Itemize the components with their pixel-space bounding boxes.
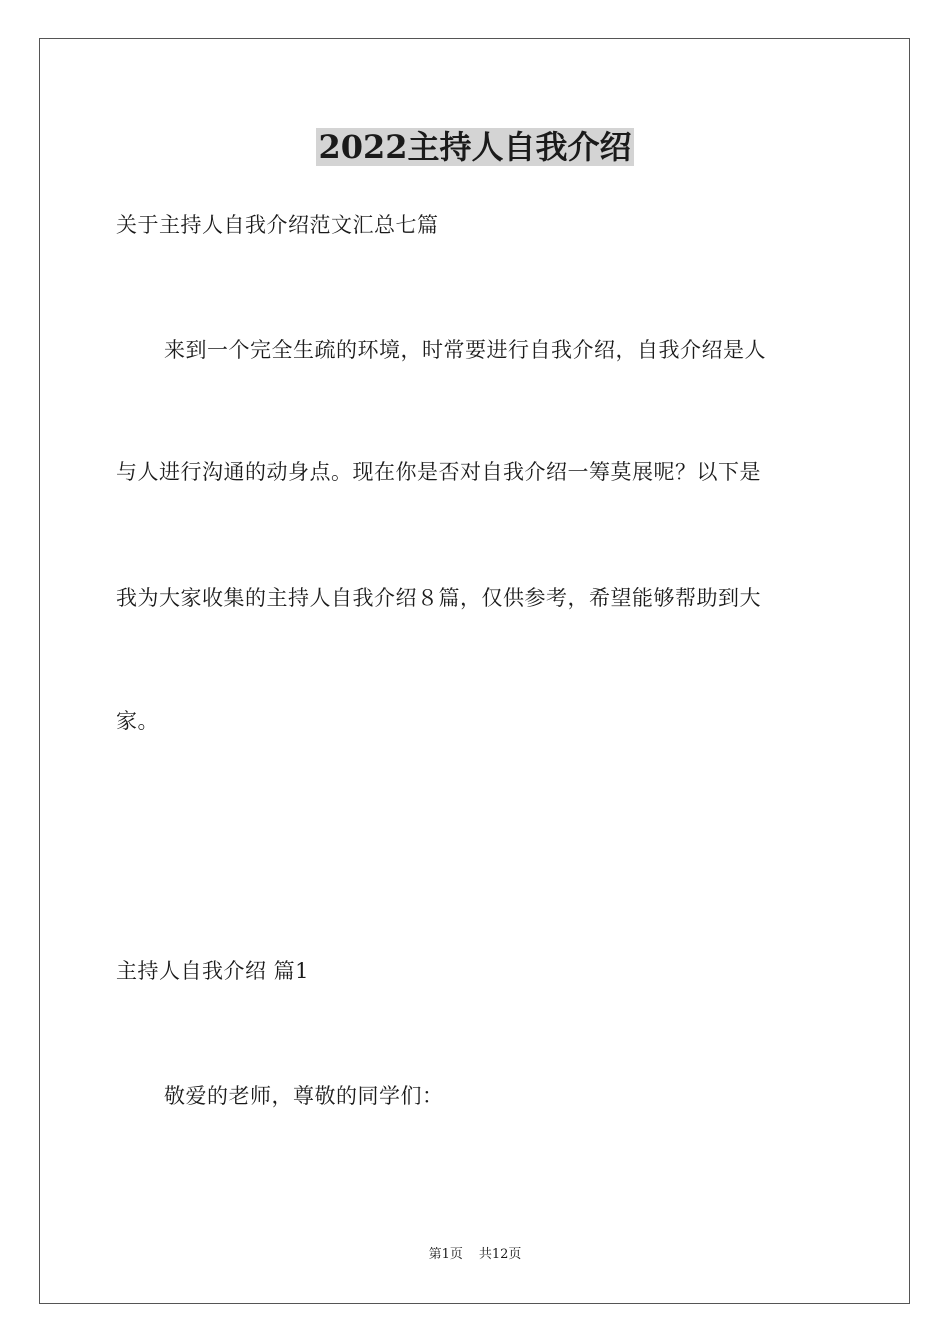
intro-line-2: 与人进行沟通的动身点。现在你是否对自我介绍一筹莫展呢？以下是 <box>116 460 761 484</box>
intro-line-3: 我为大家收集的主持人自我介绍８篇，仅供参考，希望能够帮助到大 <box>116 586 761 610</box>
document-title <box>0 124 950 170</box>
intro-line-1: 来到一个完全生疏的环境，时常要进行自我介绍，自我介绍是人 <box>164 338 766 362</box>
intro-line-4: 家。 <box>116 709 159 733</box>
section-heading: 主持人自我介绍 篇1 <box>116 959 310 983</box>
page-number: 第1页 <box>428 1247 463 1262</box>
greeting-line: 敬爱的老师，尊敬的同学们： <box>164 1084 444 1108</box>
document-title-text: 2022主持人自我介绍 <box>318 128 632 166</box>
page-footer <box>0 1246 950 1264</box>
page-total: 共12页 <box>478 1247 522 1262</box>
document-subtitle: 关于主持人自我介绍范文汇总七篇 <box>116 213 439 237</box>
